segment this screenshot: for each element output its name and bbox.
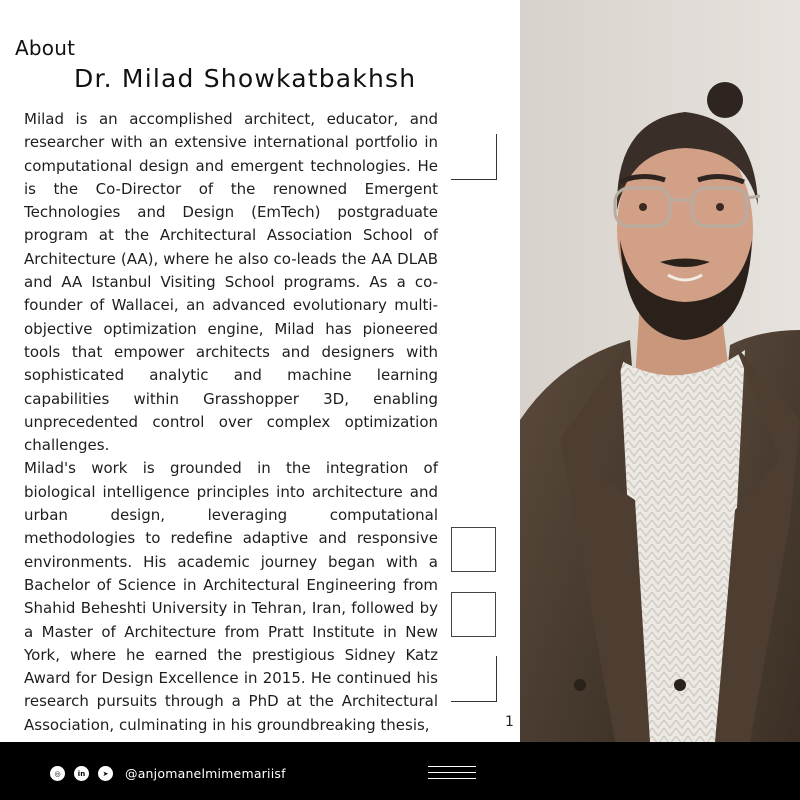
bio-paragraph-2: Milad's work is grounded in the integration of biological intelligence principles into architecture and urban design, leveraging computational methodologies to redefine adaptive and responsive environments. His academic journey began with a Bachelor of Science in Architectural Engineering from Shahid Beheshti University in Tehran, Iran, followed by a Master of Architecture from Pratt Institute in New York, where he earned the prestigious Sidney Katz Award for Design Excellence in 2015. He continued his research pursuits through a PhD at the Architectural Association, culminating in his groundbreaking thesis,	[24, 459, 438, 734]
page-number: 1	[505, 714, 514, 730]
social-links	[50, 766, 286, 781]
section-label: About	[15, 36, 76, 60]
square-decoration	[451, 592, 496, 637]
linkedin-icon[interactable]: in	[74, 766, 89, 781]
square-decoration	[451, 527, 496, 572]
corner-bracket-decoration	[451, 656, 497, 702]
social-handle[interactable]: @anjomanelmimemariisf	[125, 766, 286, 781]
corner-bracket-decoration	[451, 134, 497, 180]
page-title: Dr. Milad Showkatbakhsh	[74, 64, 417, 93]
instagram-icon[interactable]: ◎	[50, 766, 65, 781]
telegram-icon[interactable]: ➤	[98, 766, 113, 781]
bio-paragraph-1: Milad is an accomplished architect, educator, and researcher with an extensive international portfolio in computational design and emergent technologies. He is the Co-Director of the renowned Emergent Technologies and Design (EmTech) postgraduate program at the Architectural Association School of Architecture (AA), where he also co-leads the AA DLAB and AA Istanbul Visiting School programs. As a co-founder of Wallacei, an advanced evolutionary multi-objective optimization engine, Milad has pioneered tools that empower architects and designers with sophisticated analytic and machine learning capabilities within Grasshopper 3D, enabling unprecedented control over complex optimization challenges.	[24, 110, 438, 455]
bio-text	[24, 108, 438, 737]
menu-lines-decoration	[428, 766, 476, 784]
portrait-photo	[520, 0, 800, 742]
